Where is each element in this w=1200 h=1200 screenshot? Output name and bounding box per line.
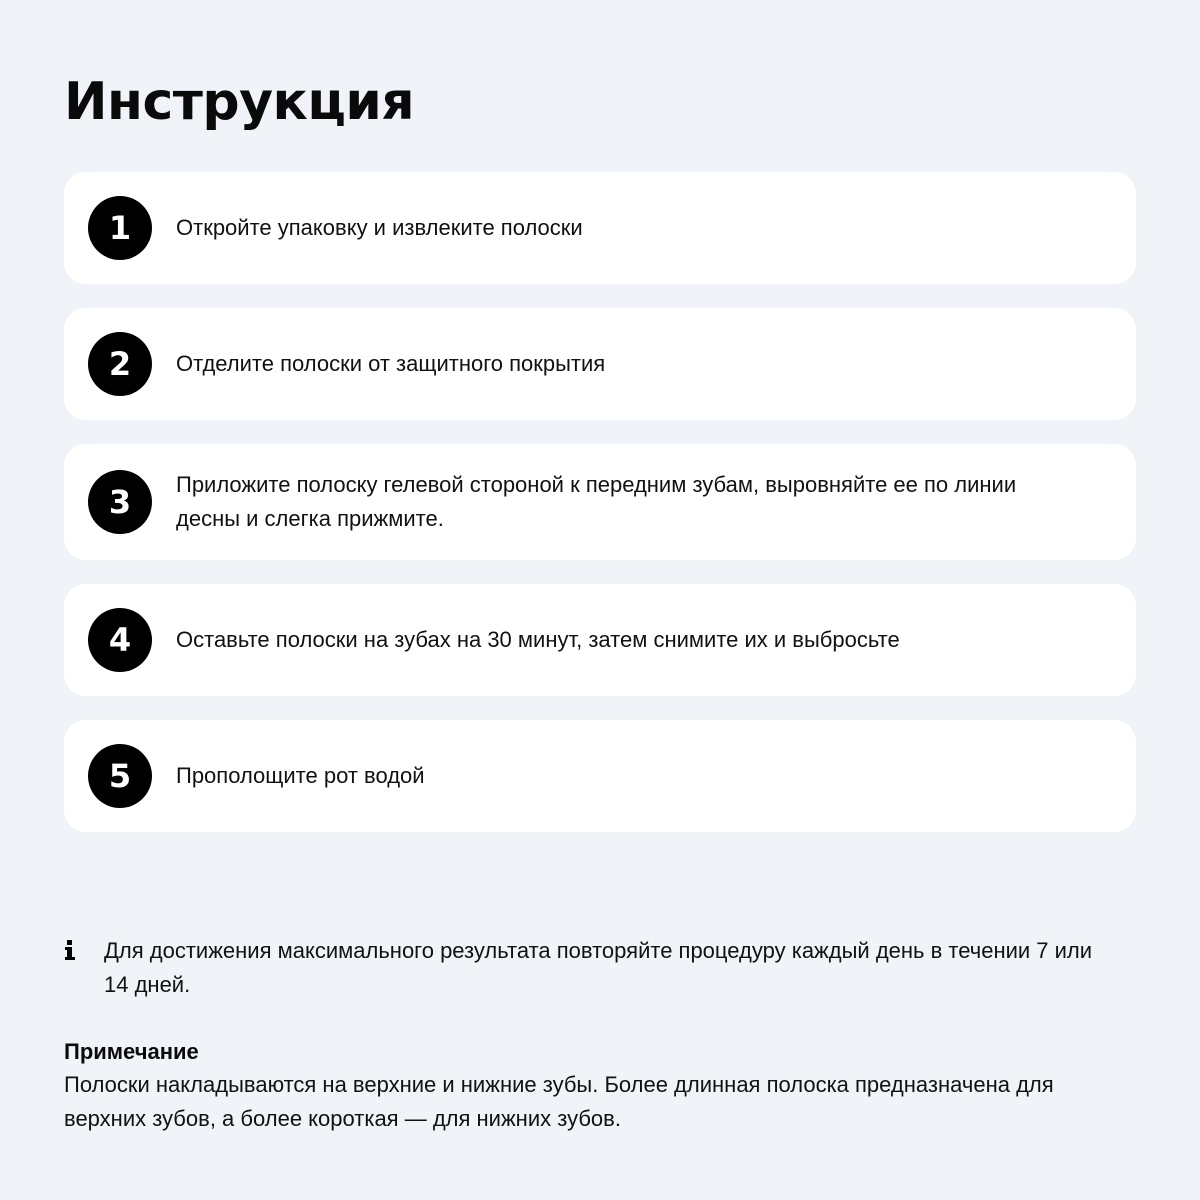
note-text: Полоски накладываются на верхние и нижние зубы. Более длинная полоска предназначена для верхних зубов, а более короткая — для нижних зубов. xyxy=(64,1072,1054,1131)
step-card-4 xyxy=(64,584,1136,696)
instruction-page xyxy=(64,0,1136,1200)
step-text: Откройте упаковку и извлеките полоски xyxy=(176,215,583,240)
note-title: Примечание xyxy=(64,1039,199,1064)
step-card-5 xyxy=(64,720,1136,832)
step-number-badge: 2 xyxy=(88,332,152,396)
step-card-2 xyxy=(64,308,1136,420)
step-text: Прополощите рот водой xyxy=(176,763,425,788)
step-text: Приложите полоску гелевой стороной к передним зубам, выровняйте ее по линии десны и слегка прижмите. xyxy=(176,472,1017,531)
step-text: Оставьте полоски на зубах на 30 минут, затем снимите их и выбросьте xyxy=(176,627,900,652)
step-number-badge: 4 xyxy=(88,608,152,672)
info-text: Для достижения максимального результата повторяйте процедуру каждый день в течении 7 или 14 дней. xyxy=(104,938,1093,997)
step-number-badge: 5 xyxy=(88,744,152,808)
info-icon xyxy=(64,934,104,968)
step-card-1 xyxy=(64,172,1136,284)
step-card-3 xyxy=(64,444,1136,560)
info-tip xyxy=(64,934,1136,1002)
step-number-badge: 1 xyxy=(88,196,152,260)
note-section xyxy=(64,1036,1136,1136)
page-title: Инструкция xyxy=(64,72,415,132)
step-number-badge: 3 xyxy=(88,470,152,534)
step-text: Отделите полоски от защитного покрытия xyxy=(176,351,606,376)
steps-list xyxy=(64,172,1136,856)
